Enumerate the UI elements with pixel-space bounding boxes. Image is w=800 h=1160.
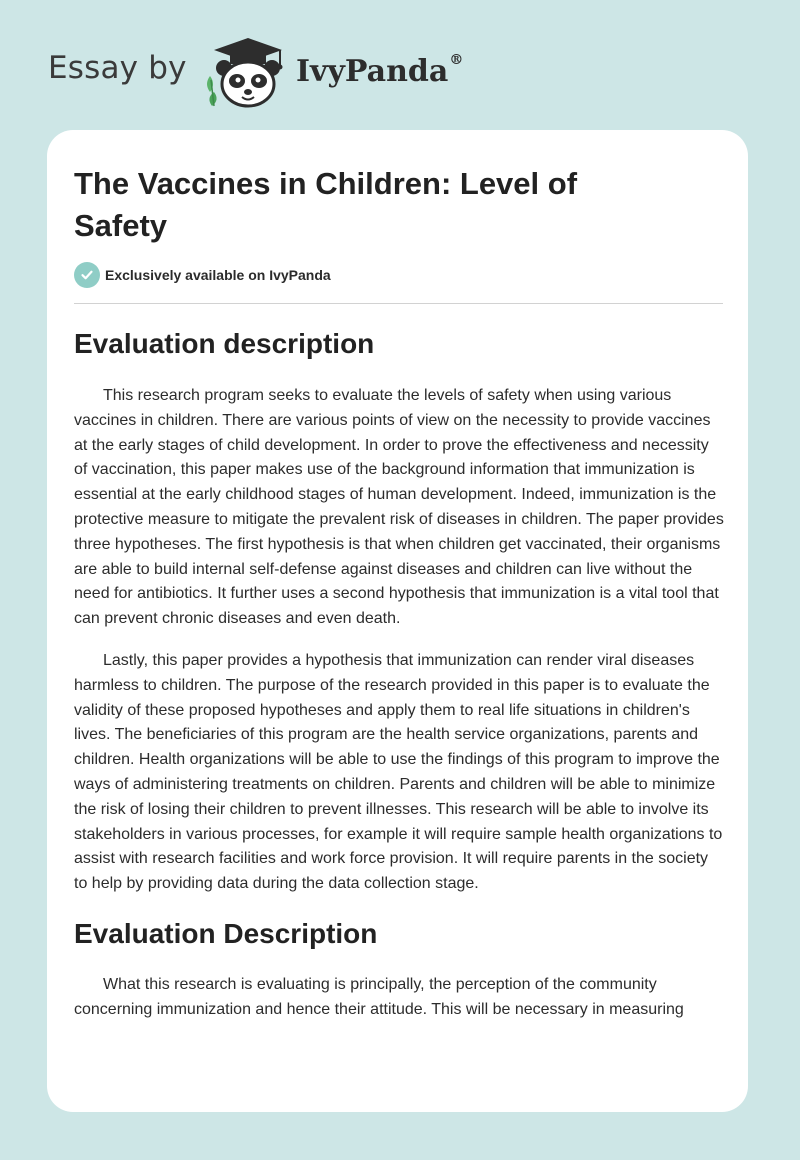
body-paragraph: What this research is evaluating is principally, the perception of the community concerning immunization and hence their attitude. This will be necessary in measuring	[74, 975, 684, 1018]
registered-mark: ®	[449, 52, 464, 68]
check-icon	[74, 262, 100, 288]
essay-body	[74, 324, 724, 1040]
site-header	[0, 0, 800, 130]
panda-graduation-cap-icon[interactable]	[200, 36, 292, 110]
essay-by-label: Essay by	[48, 50, 187, 86]
body-paragraph: Lastly, this paper provides a hypothesis that immunization can render viral diseases harmless to children. The purpose of the research provided in this paper is to evaluate the validity of these proposed hypotheses and apply them to real life situations in children's lives. The beneficiaries of this program are the health service organizations, parents and children. Health organizations will be able to use the findings of this program to improve the ways of administering treatments on children. Parents and children will be able to minimize the risk of losing their children to prevent illnesses. This research will be able to involve its stakeholders in various processes, for example it will require sample health organizations to assist with research facilities and work force provision. It will require parents in the society to help by providing data during the data collection stage.	[74, 651, 723, 893]
brand-text: IvyPanda	[296, 54, 449, 89]
essay-card	[47, 130, 748, 1112]
page-title: The Vaccines in Children: Level of Safety	[74, 166, 578, 243]
exclusive-label: Exclusively available on IvyPanda	[105, 267, 331, 283]
section-evaluation-description	[74, 324, 724, 897]
body-paragraph: This research program seeks to evaluate the levels of safety when using various vaccines in children. There are various points of view on the necessity to provide vaccines at the early stages of child development. In order to prove the effectiveness and necessity of vaccination, this paper makes use of the background information that immunization is essential at the early childhood stages of human development. Indeed, immunization is the protective measure to mitigate the prevalent risk of diseases in children. The paper provides three hypotheses. The first hypothesis is that when children get vaccinated, their organisms are able to build internal self-defense against diseases and children can live without the need for antibiotics. It further uses a second hypothesis that immunization is a vital tool that can prevent chronic diseases and even death.	[74, 387, 724, 628]
section-heading: Evaluation Description	[74, 917, 378, 949]
brand-name[interactable]	[296, 54, 463, 89]
section-heading: Evaluation description	[74, 328, 375, 359]
divider	[74, 303, 723, 304]
section-evaluation-description-2	[74, 914, 724, 1023]
exclusive-badge	[74, 262, 331, 288]
